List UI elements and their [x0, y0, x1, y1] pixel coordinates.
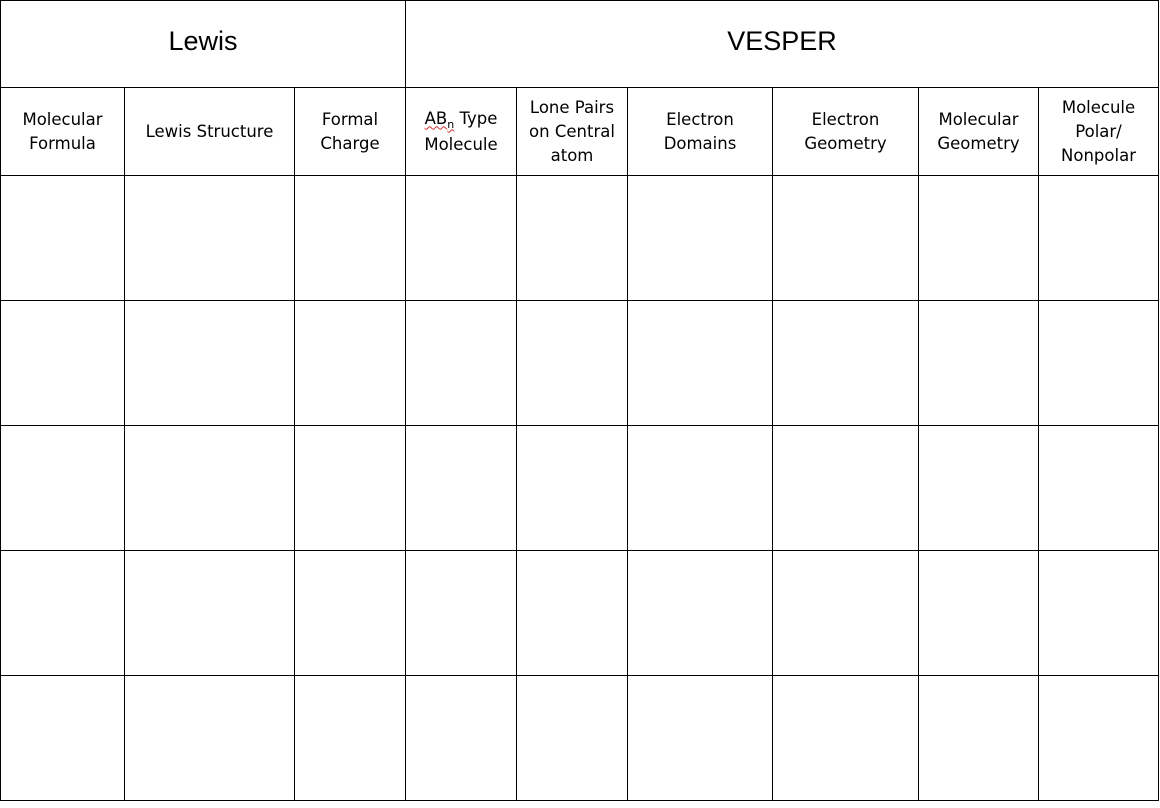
header-formal-charge-line2: Charge: [320, 133, 380, 153]
cell-formal-charge[interactable]: [295, 301, 406, 426]
column-header-row: [1, 88, 1159, 176]
cell-abn-type[interactable]: [406, 176, 517, 301]
cell-molecular-geometry[interactable]: [919, 426, 1039, 551]
header-electron-geometry-line1: Electron: [811, 109, 880, 129]
header-electron-domains-line1: Electron: [666, 109, 734, 129]
cell-electron-geometry[interactable]: [773, 551, 919, 676]
header-lone-pairs-line3: atom: [550, 145, 594, 165]
cell-lone-pairs[interactable]: [517, 676, 628, 801]
cell-formal-charge[interactable]: [295, 551, 406, 676]
table-row: [1, 176, 1159, 301]
table-row: [1, 426, 1159, 551]
cell-molecular-geometry[interactable]: [919, 676, 1039, 801]
cell-lone-pairs[interactable]: [517, 551, 628, 676]
table-row: [1, 301, 1159, 426]
header-polarity-line3: Nonpolar: [1061, 145, 1136, 165]
header-molecular-geometry: [919, 88, 1039, 176]
cell-molecular-formula[interactable]: [1, 551, 125, 676]
header-polarity-line1: Molecule: [1061, 97, 1136, 117]
header-molecular-geometry-line2: Geometry: [937, 133, 1020, 153]
cell-molecular-geometry[interactable]: [919, 301, 1039, 426]
header-lone-pairs: [517, 88, 628, 176]
cell-molecular-geometry[interactable]: [919, 176, 1039, 301]
header-abn-subscript: n: [447, 117, 455, 131]
header-abn-line1: [425, 107, 498, 133]
cell-electron-geometry[interactable]: [773, 301, 919, 426]
cell-lewis-structure[interactable]: [125, 551, 295, 676]
cell-formal-charge[interactable]: [295, 426, 406, 551]
cell-polarity[interactable]: [1039, 176, 1159, 301]
cell-lone-pairs[interactable]: [517, 426, 628, 551]
cell-abn-type[interactable]: [406, 301, 517, 426]
cell-lewis-structure[interactable]: [125, 676, 295, 801]
cell-electron-domains[interactable]: [628, 426, 773, 551]
lewis-group-title: Lewis: [168, 25, 238, 56]
header-formal-charge-line1: Formal: [321, 109, 379, 129]
vesper-group-title: VESPER: [727, 25, 837, 56]
header-abn-type-word: Type: [454, 108, 498, 128]
cell-lone-pairs[interactable]: [517, 301, 628, 426]
cell-molecular-formula[interactable]: [1, 426, 125, 551]
cell-electron-domains[interactable]: [628, 301, 773, 426]
cell-polarity[interactable]: [1039, 426, 1159, 551]
header-abn-type-molecule: [406, 88, 517, 176]
header-lone-pairs-line2: on Central: [529, 121, 615, 141]
cell-polarity[interactable]: [1039, 301, 1159, 426]
header-formal-charge: [295, 88, 406, 176]
header-molecular-formula-line2: Formula: [29, 133, 96, 153]
lewis-group-header: [1, 1, 406, 88]
cell-molecular-formula[interactable]: [1, 176, 125, 301]
header-electron-geometry: [773, 88, 919, 176]
header-electron-domains: [628, 88, 773, 176]
cell-lewis-structure[interactable]: [125, 426, 295, 551]
cell-lewis-structure[interactable]: [125, 176, 295, 301]
header-molecular-geometry-line1: Molecular: [938, 109, 1019, 129]
cell-polarity[interactable]: [1039, 551, 1159, 676]
header-lone-pairs-line1: Lone Pairs: [529, 97, 615, 117]
header-lewis-structure-label: Lewis Structure: [145, 121, 274, 141]
cell-molecular-geometry[interactable]: [919, 551, 1039, 676]
cell-polarity[interactable]: [1039, 676, 1159, 801]
header-electron-geometry-line2: Geometry: [804, 133, 887, 153]
header-molecular-formula: [1, 88, 125, 176]
header-abn-line2: Molecule: [424, 134, 498, 154]
vesper-group-header: [406, 1, 1159, 88]
cell-electron-geometry[interactable]: [773, 426, 919, 551]
cell-electron-geometry[interactable]: [773, 176, 919, 301]
cell-abn-type[interactable]: [406, 426, 517, 551]
header-electron-domains-line2: Domains: [663, 133, 737, 153]
cell-electron-domains[interactable]: [628, 176, 773, 301]
cell-electron-geometry[interactable]: [773, 676, 919, 801]
group-header-row: [1, 1, 1159, 88]
header-lewis-structure: [125, 88, 295, 176]
cell-electron-domains[interactable]: [628, 676, 773, 801]
cell-molecular-formula[interactable]: [1, 676, 125, 801]
header-polarity: [1039, 88, 1159, 176]
header-abn-base: AB: [424, 108, 448, 128]
cell-electron-domains[interactable]: [628, 551, 773, 676]
cell-abn-type[interactable]: [406, 551, 517, 676]
table-row: [1, 676, 1159, 801]
cell-lone-pairs[interactable]: [517, 176, 628, 301]
cell-formal-charge[interactable]: [295, 176, 406, 301]
header-molecular-formula-line1: Molecular: [22, 109, 103, 129]
cell-lewis-structure[interactable]: [125, 301, 295, 426]
header-polarity-line2: Polar/: [1075, 121, 1122, 141]
cell-abn-type[interactable]: [406, 676, 517, 801]
cell-molecular-formula[interactable]: [1, 301, 125, 426]
table-row: [1, 551, 1159, 676]
cell-formal-charge[interactable]: [295, 676, 406, 801]
